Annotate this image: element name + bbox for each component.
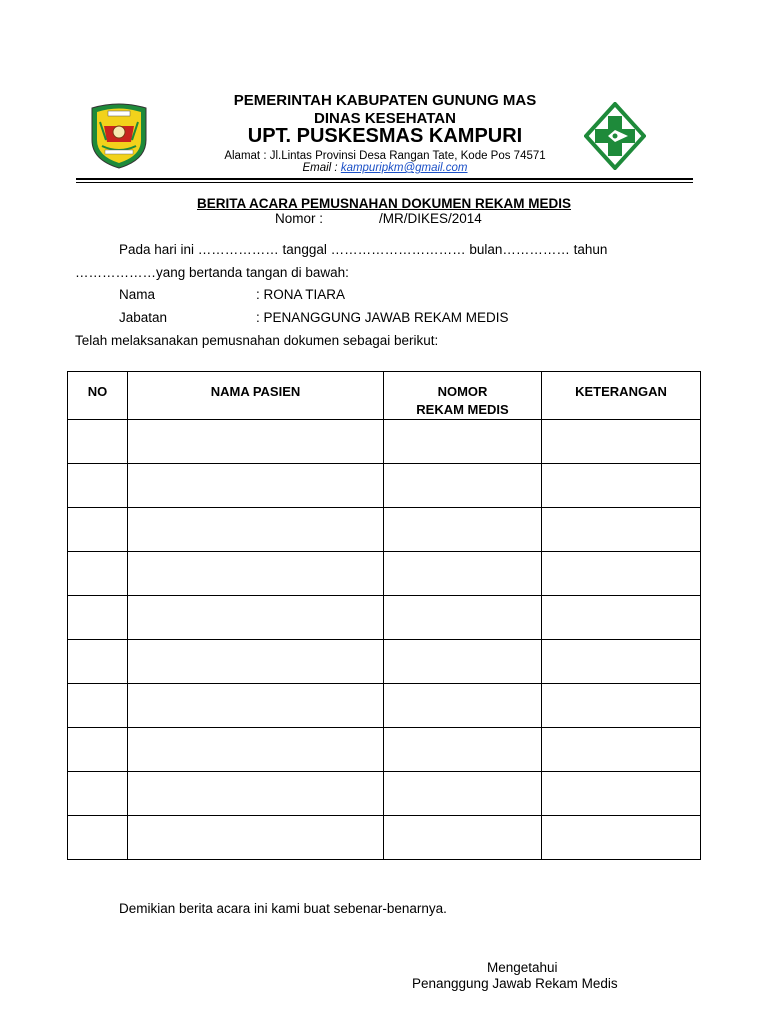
table-cell: [128, 640, 384, 684]
col-header-nama-pasien: NAMA PASIEN: [128, 372, 384, 420]
table-cell: [542, 420, 701, 464]
table-cell: [384, 728, 542, 772]
table-cell: [128, 596, 384, 640]
table-cell: [68, 464, 128, 508]
table-cell: [128, 728, 384, 772]
table-row: [68, 816, 701, 860]
nama-value: : RONA TIARA: [256, 287, 346, 302]
table-row: [68, 684, 701, 728]
closing-statement: Demikian berita acara ini kami buat sebenar-benarnya.: [119, 901, 447, 916]
header-divider-thin: [76, 182, 693, 183]
nama-label: Nama: [119, 287, 156, 302]
document-number: [275, 211, 482, 226]
table-header-row: [68, 372, 701, 420]
table-cell: [542, 508, 701, 552]
table-cell: [542, 772, 701, 816]
table-cell: [68, 772, 128, 816]
table-row: [68, 640, 701, 684]
government-name: PEMERINTAH KABUPATEN GUNUNG MAS: [233, 92, 537, 109]
records-table: [67, 371, 701, 860]
table-cell: [68, 596, 128, 640]
table-cell: [384, 508, 542, 552]
table-cell: [542, 552, 701, 596]
table-cell: [384, 640, 542, 684]
col-header-keterangan: KETERANGAN: [542, 372, 701, 420]
col-header-nomor-rekam-medis: NOMOR REKAM MEDIS: [384, 372, 542, 420]
table-cell: [542, 640, 701, 684]
signature-role: Penanggung Jawab Rekam Medis: [412, 976, 618, 991]
regency-emblem-logo: [88, 102, 150, 170]
table-cell: [542, 816, 701, 860]
table-cell: [542, 684, 701, 728]
table-cell: [128, 816, 384, 860]
document-title: BERITA ACARA PEMUSNAHAN DOKUMEN REKAM MEDIS: [197, 196, 571, 211]
table-row: [68, 552, 701, 596]
email-link[interactable]: kampuripkm@gmail.com: [340, 162, 468, 174]
table-cell: [68, 552, 128, 596]
table-cell: [68, 816, 128, 860]
email-line: [170, 162, 600, 174]
email-label: Email :: [302, 162, 341, 174]
intro-line-2: ………………yang bertanda tangan di bawah:: [75, 265, 349, 280]
nomor-value: /MR/DIKES/2014: [379, 211, 482, 226]
department-name: DINAS KESEHATAN: [314, 110, 456, 127]
table-row: [68, 596, 701, 640]
table-cell: [128, 684, 384, 728]
table-cell: [68, 728, 128, 772]
table-row: [68, 772, 701, 816]
table-cell: [128, 464, 384, 508]
table-cell: [128, 552, 384, 596]
table-cell: [68, 508, 128, 552]
table-cell: [68, 684, 128, 728]
table-cell: [384, 552, 542, 596]
table-cell: [542, 728, 701, 772]
jabatan-value: : PENANGGUNG JAWAB REKAM MEDIS: [256, 310, 509, 325]
table-cell: [542, 464, 701, 508]
nomor-label: Nomor :: [275, 211, 324, 226]
table-cell: [68, 640, 128, 684]
table-cell: [128, 420, 384, 464]
table-cell: [384, 596, 542, 640]
header-divider-thick: [76, 178, 693, 180]
table-cell: [128, 772, 384, 816]
signature-acknowledge: Mengetahui: [487, 960, 558, 975]
intro-line-1: Pada hari ini ……………… tanggal ………………………… bulan…………… tahun: [119, 242, 608, 257]
table-cell: [384, 684, 542, 728]
table-row: [68, 464, 701, 508]
table-row: [68, 420, 701, 464]
table-cell: [68, 420, 128, 464]
table-cell: [384, 772, 542, 816]
table-cell: [542, 596, 701, 640]
col-header-no: NO: [68, 372, 128, 420]
address-line: Alamat : Jl.Lintas Provinsi Desa Rangan Tate, Kode Pos 74571: [224, 150, 546, 162]
jabatan-label: Jabatan: [119, 310, 168, 325]
table-cell: [384, 420, 542, 464]
table-cell: [384, 816, 542, 860]
institution-name: UPT. PUSKESMAS KAMPURI: [247, 125, 523, 147]
table-cell: [128, 508, 384, 552]
table-cell: [384, 464, 542, 508]
statement-line: Telah melaksanakan pemusnahan dokumen sebagai berikut:: [75, 333, 439, 348]
table-row: [68, 728, 701, 772]
table-row: [68, 508, 701, 552]
